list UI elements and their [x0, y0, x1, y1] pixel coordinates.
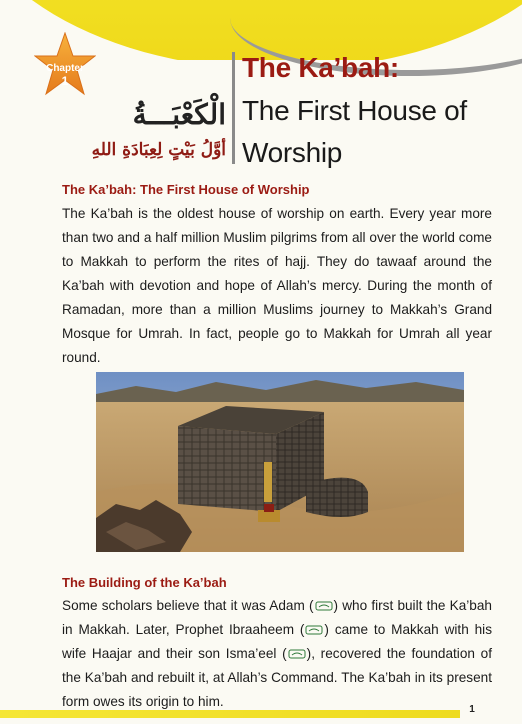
section-heading-building: The Building of the Ka’bah — [62, 575, 227, 590]
chapter-label: Chapter — [46, 63, 84, 74]
footer-yellow-band — [0, 710, 460, 718]
page-title-line-2: The First House of — [242, 95, 467, 126]
section-heading-first-house: The Ka’bah: The First House of Worship — [62, 182, 310, 197]
pbuh-icon — [305, 625, 323, 635]
chapter-number: 1 — [61, 74, 69, 88]
body-part-4: ), recovered the foundation of the Ka’bah and rebuilt it, at Allah’s Command. The Ka’bah in its present form owes its origin to him. — [62, 646, 492, 709]
section-body-text: The Ka’bah is the oldest house of worship on earth. Every year more than two and a half million Muslim pilgrims from all over the world come to Makkah to perform the rites of hajj. They do tawaaf around the Ka’bah with devotion and hope of Allah’s mercy. During the month of Ramadan, more than a million Muslims journey to Makkah’s Grand Mosque for Umrah. In fact, people go to Makkah for Umrah all year round. — [62, 206, 492, 365]
section-body-building — [62, 594, 492, 714]
title-divider — [232, 52, 235, 164]
pbuh-icon — [288, 649, 306, 659]
arabic-subtitle: أوَّلُ بَيْتٍ لِعِبَادَةِ اللهِ — [91, 140, 226, 160]
body-part-1: Some scholars believe that it was Adam ( — [62, 598, 314, 613]
kabah-illustration — [96, 372, 464, 552]
body-part-3: ) came to Makkah with his wife Haajar and their son Isma’eel ( — [62, 622, 492, 661]
arabic-title: الْكَعْبَـــةُ — [132, 98, 226, 131]
page-number: 1 — [469, 704, 475, 715]
body-part-2: ) who first built the Ka’bah in Makkah. Later, Prophet Ibraaheem ( — [62, 598, 492, 637]
page-title-line-3: Worship — [242, 137, 343, 168]
pbuh-icon — [315, 601, 333, 611]
section-body-first-house — [62, 202, 492, 370]
page-title-line-1: The Ka’bah: — [242, 52, 399, 83]
